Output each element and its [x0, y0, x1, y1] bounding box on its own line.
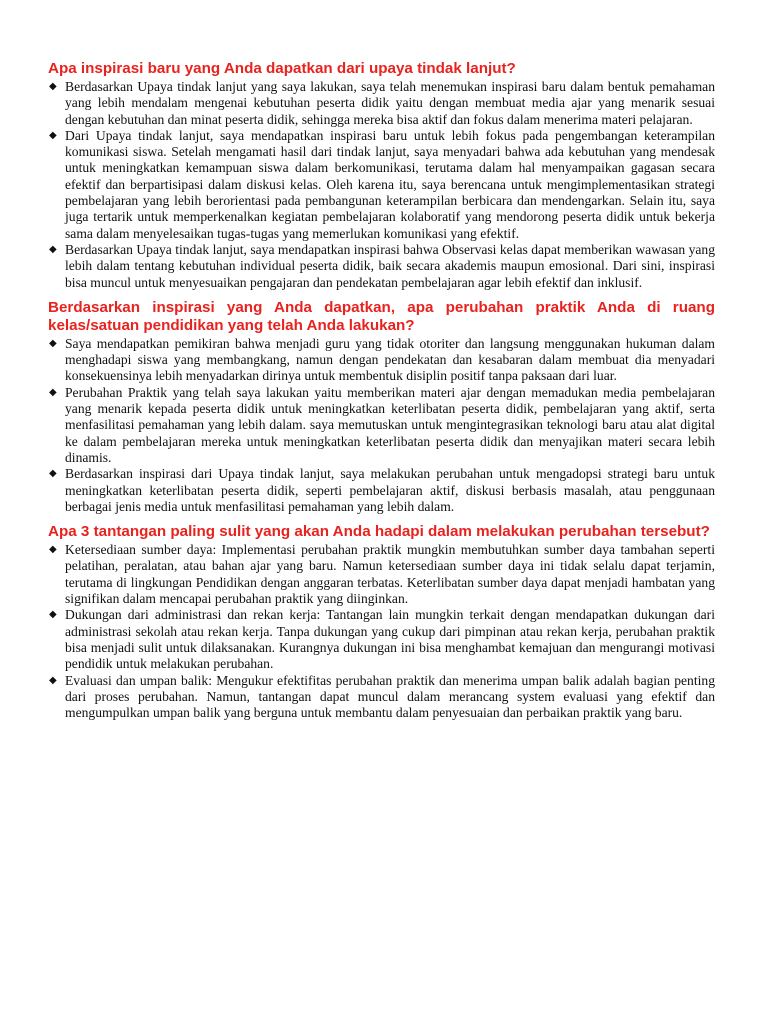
answer-item	[48, 673, 715, 722]
answer-item	[48, 79, 715, 128]
answer-text: Dukungan dari administrasi dan rekan kerja: Tantangan lain mungkin terkait dengan mendapatkan dukungan dari administrasi sekolah atau rekan kerja. Tanpa dukungan yang cukup dari pimpinan atau rekan kerja, perubahan praktik bisa menjadi sulit untuk dilaksanakan. Kurangnya dukungan ini bisa menghambat kemajuan dan mengurangi motivasi pendidik untuk melakukan perubahan.	[65, 607, 715, 672]
answer-text: Evaluasi dan umpan balik: Mengukur efektifitas perubahan praktik dan menerima umpan balik adalah bagian penting dari proses perubahan. Namun, tantangan dapat muncul dalam merancang system evaluasi yang efektif dan mengumpulkan umpan balik yang berguna untuk membantu dalam penyesuaian dan perbaikan praktik yang baru.	[65, 672, 715, 721]
answer-text: Berdasarkan inspirasi dari Upaya tindak lanjut, saya melakukan perubahan untuk mengadopsi strategi baru untuk meningkatkan keterlibatan peserta didik, seperti pembelajaran aktif, diskusi berbasis masalah, atau penggunaan berbagai jenis media untuk menfasilitasi pemahaman yang lebih dalam.	[65, 466, 715, 514]
answer-text: Ketersediaan sumber daya: Implementasi perubahan praktik mungkin membutuhkan sumber daya tambahan seperti pelatihan, peralatan, atau bahan ajar yang baru. Namun ketersediaan sumber daya ini tidak selalu dapat terjamin, terutama di lingkungan Pendidikan dengan anggaran terbatas. Keterlibatan sumber daya dapat menjadi hambatan yang signifikan dalam mencapai perubahan praktik yang diinginkan.	[65, 542, 715, 607]
diamond-bullet-icon: ◆	[49, 243, 57, 255]
answer-text: Berdasarkan Upaya tindak lanjut yang saya lakukan, saya telah menemukan inspirasi baru dalam bentuk pemahaman yang lebih mendalam mengenai kebutuhan peserta didik yaitu dengan membuat media ajar yang menarik sesuai dengan kebutuhan dan minat peserta didik, sehingga mereka bisa aktif dan fokus dalam menerima materi pelajaran.	[65, 79, 715, 127]
diamond-bullet-icon: ◆	[49, 674, 57, 686]
diamond-bullet-icon: ◆	[49, 609, 57, 621]
diamond-bullet-icon: ◆	[49, 386, 57, 398]
document-page	[48, 60, 715, 729]
diamond-bullet-icon: ◆	[49, 544, 57, 556]
answer-item	[48, 336, 715, 385]
answer-text: Perubahan Praktik yang telah saya lakukan yaitu memberikan materi ajar dengan memadukan media pembelajaran yang menarik kepada peserta didik untuk meningkatkan keterlibatan peserta didik, pembelajaran yang aktif, serta menfasilitasi pemahaman yang lebih dalam. saya memutuskan untuk mengintegrasikan teknologi baru atau alat digital ke dalam pembelajaran mereka untuk meningkatkan keterlibatan peserta didik dan menyajikan materi secara lebih dinamis.	[65, 384, 715, 465]
answer-item	[48, 542, 715, 607]
answer-list	[48, 336, 715, 515]
question-heading: Apa inspirasi baru yang Anda dapatkan dari upaya tindak lanjut?	[48, 60, 516, 77]
answer-text: Berdasarkan Upaya tindak lanjut, saya mendapatkan inspirasi bahwa Observasi kelas dapat memberikan wawasan yang lebih dalam tentang kebutuhan individual peserta didik, baik secara akademis maupun emosional. Dari sini, inspirasi bisa muncul untuk menyesuaikan pengajaran dan pendekatan pembelajaran agar lebih efektif dan inklusif.	[65, 241, 716, 290]
answer-list	[48, 542, 715, 721]
section-practice-change	[48, 299, 715, 515]
section-challenges	[48, 523, 715, 721]
answer-item	[48, 128, 715, 242]
answer-item	[48, 607, 715, 672]
diamond-bullet-icon: ◆	[49, 337, 57, 349]
diamond-bullet-icon: ◆	[49, 468, 57, 480]
diamond-bullet-icon: ◆	[49, 129, 57, 141]
answer-item	[48, 242, 715, 291]
answer-text: Dari Upaya tindak lanjut, saya mendapatkan inspirasi baru untuk lebih fokus pada pengembangan keterampilan komunikasi siswa. Setelah mengamati hasil dari tindak lanjut, saya menyadari bahwa ada kebutuhan yang mendesak untuk meningkatkan kemampuan siswa dalam berkomunikasi, terutama dalam hal menyampaikan gagasan secara efektif dan berpartisipasi dalam diskusi kelas. Oleh karena itu, saya berencana untuk mengimplementasikan strategi pembelajaran yang lebih berorientasi pada pembangunan keterampilan berbicara dan mendengarkan. Selain itu, saya juga tertarik untuk memperkenalkan kegiatan pembelajaran kolaboratif yang mendorong peserta didik untuk bekerja sama dalam menyelesaikan tugas-tugas yang memerlukan komunikasi yang efektif.	[65, 127, 715, 241]
diamond-bullet-icon: ◆	[49, 81, 57, 92]
answer-item	[48, 385, 715, 466]
answer-list	[48, 79, 715, 291]
question-heading: Apa 3 tantangan paling sulit yang akan Anda hadapi dalam melakukan perubahan tersebut?	[48, 523, 710, 541]
question-heading: Berdasarkan inspirasi yang Anda dapatkan, apa perubahan praktik Anda di ruang kelas/satuan pendidikan yang telah Anda lakukan?	[48, 298, 715, 334]
answer-item	[48, 466, 715, 515]
answer-text: Saya mendapatkan pemikiran bahwa menjadi guru yang tidak otoriter dan langsung menggunakan hukuman dalam menghadapi siswa yang membangkang, namun dengan pendekatan dan kesabaran dalam membuat dia menyadari konsekuensinya lebih menyadarkan dirinya untuk membentuk disiplin positif tanpa paksaan dari luar.	[65, 335, 715, 384]
section-inspiration	[48, 60, 715, 291]
